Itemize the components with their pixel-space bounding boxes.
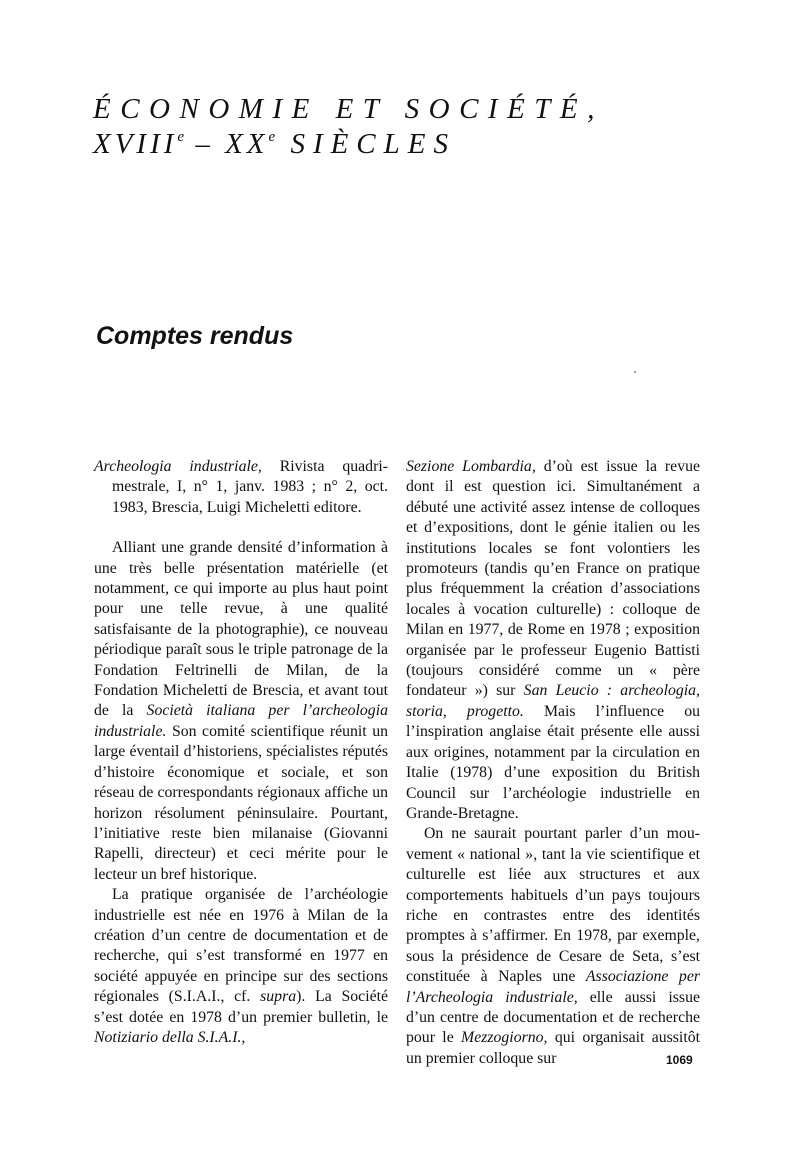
header-siecles: SIÈCLES [275,128,456,160]
paragraph-text: On ne saurait pourtant parler d’un mouvement « national », tant la vie scientifique et culturelle est liée aux structures et aux comportements habituels d’un pays toujours riche en contrastes entre des identités promptes à s’affirmer. En 1978, par exemple, sous la présidence de Cesare de Seta, s’est constituée à Naples une [406,825,700,986]
paragraph-text: elle aussi issue d’un centre de documentation et de recherche pour le [406,988,700,1047]
paragraph-text: ). La Société s’est dotée en 1978 d’un premier bulletin, le [94,988,388,1026]
paragraph [406,824,700,1069]
reference-details: Rivista quadrimestrale, I, n° 1, janv. 1983 ; n° 2, oct. 1983, Brescia, Luigi Micheletti editore. [112,458,388,516]
bibliographic-reference [94,457,388,518]
right-column [406,457,700,1069]
header-line-1: ÉCONOMIE ET SOCIÉTÉ, [93,93,604,125]
paragraph [94,538,388,885]
header-sup-a: e [177,129,185,145]
header-sup-b: e [268,129,276,145]
paragraph-italic: supra [260,988,297,1006]
paragraph-italic: Mezzogiorno, [461,1029,548,1047]
paragraph [94,885,388,1048]
left-column [94,457,388,1048]
paragraph-text: Alliant une grande densité d’information à une très belle présentation matérielle (et notamment, ce qui importe au plus haut point pour une telle revue, à une qualité satisfaisante de la photographie), ce nouveau périodique paraît sous le triple patronage de la Fondation Feltrinelli de Milan, de la Fondation Micheletti de Brescia, et avant tout de la [94,539,388,720]
header-dash: – XX [184,128,269,160]
paragraph-italic: Società italiana per l’archeologia industriale. [94,702,388,740]
header-line-2 [93,120,613,161]
header-century-a: XVIII [93,128,178,160]
page-number: 1069 [666,1053,693,1067]
paragraph-text: Mais l’influence ou l’inspiration anglaise était présente elle aussi aux origines, notamment par la circulation en Italie (1978) d’une exposition du British Council sur l’archéologie industrielle en Grande-Bretagne. [406,702,701,822]
paragraph-text: d’où est issue la revue dont il est question ici. Simultanément a débuté une activité assez intense de colloques et d’expositions, dont le génie italien ou les institutions locales se font volontiers les promoteurs (tandis qu’en France on pratique plus fréquemment la création d’associations locales à vocation culturelle) : colloque de Milan en 1977, de Rome en 1978 ; exposition organisée par le professeur Eugenio Battisti (toujours considéré comme un « père fondateur ») sur [406,458,701,700]
paragraph-text: La pratique organisée de l’archéologie industrielle est née en 1976 à Milan de la création d’un centre de documentation et de recherche, qui s’est transformé en 1977 en société appuyée en principe sur des sections régionales (S.I.A.I., cf. [94,886,388,1006]
paragraph-italic: Associazione per l’Archeologia industriale, [406,968,700,1006]
paragraph [406,457,700,824]
scan-speck [634,371,636,373]
running-header [93,92,613,161]
paragraph-italic: San Leucio : archeologia, storia, progetto. [406,682,700,720]
section-title: Comptes rendus [96,322,294,350]
paragraph-text: Son comité scientifique réunit un large éventail d’historiens, spécialistes réputés d’histoire économique et sociale, et son réseau de correspondants régionaux affiche un horizon résolument péninsulaire. Pourtant, l’initiative reste bien milanaise (Giovanni Rapelli, directeur) et ceci mérite pour le lecteur un bref historique. [94,722,388,883]
reference-title: Archeologia industriale, [94,458,262,475]
paragraph-italic: Notiziario della S.I.A.I., [94,1028,246,1046]
paragraph-italic: Sezione Lombardia, [406,458,536,475]
paragraph-text: qui organisait aussitôt un premier colloque sur [406,1029,700,1067]
